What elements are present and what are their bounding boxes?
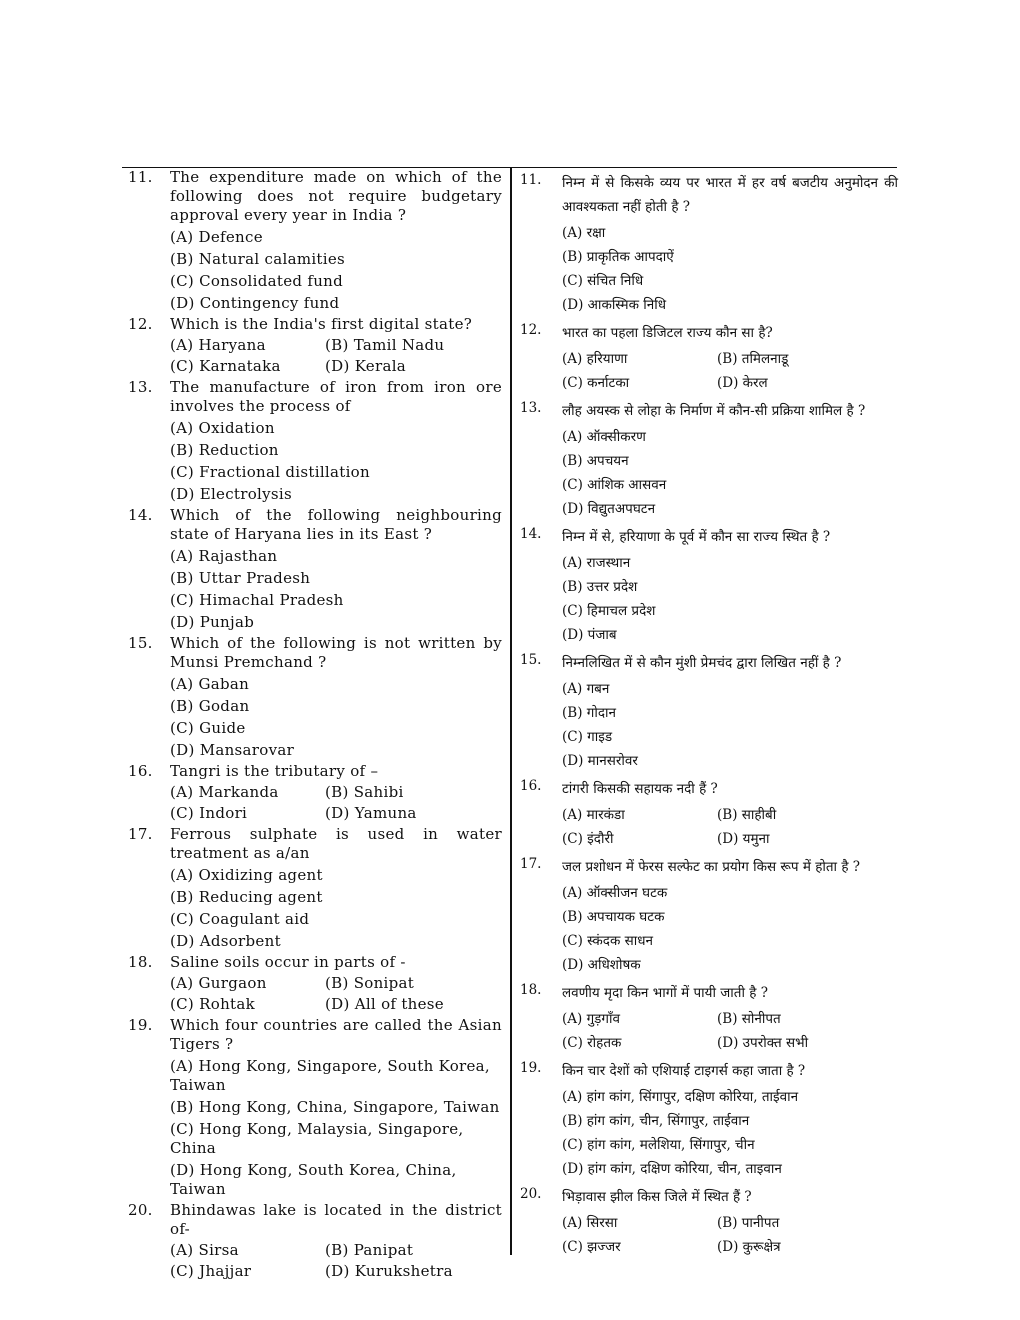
question-hindi bbox=[516, 522, 898, 645]
question-english bbox=[122, 1016, 502, 1199]
question-number: 11. bbox=[128, 168, 153, 186]
option: (D) Yamuna bbox=[325, 804, 417, 822]
option: (C) Indori bbox=[170, 804, 248, 822]
question-hindi bbox=[516, 318, 898, 393]
question-text: Which four countries are called the Asian Tigers ? bbox=[170, 1016, 502, 1053]
option: (A) हांग कांग, सिंगापुर, दक्षिण कोरिया, ताईवान bbox=[562, 1089, 799, 1105]
question-number: 19. bbox=[520, 1060, 542, 1076]
option: (C) हिमाचल प्रदेश bbox=[562, 603, 656, 619]
option: (D) पंजाब bbox=[562, 627, 617, 643]
question-text: भारत का पहला डिजिटल राज्य कौन सा है? bbox=[562, 325, 773, 341]
option: (A) Markanda bbox=[170, 783, 279, 801]
option: (A) Rajasthan bbox=[170, 547, 278, 565]
question-number: 16. bbox=[520, 778, 542, 794]
option: (C) Jhajjar bbox=[170, 1262, 252, 1280]
option: (B) Godan bbox=[170, 697, 250, 715]
options bbox=[170, 675, 502, 760]
option: (C) Fractional distillation bbox=[170, 463, 370, 481]
option: (C) इंदौरी bbox=[562, 831, 614, 847]
option: (D) मानसरोवर bbox=[562, 753, 638, 769]
question-text: जल प्रशोधन में फेरस सल्फेट का प्रयोग किस रूप में होता है ? bbox=[562, 859, 861, 875]
option: (C) Rohtak bbox=[170, 995, 255, 1013]
question-hindi bbox=[516, 648, 898, 771]
options bbox=[562, 1209, 898, 1257]
question-hindi bbox=[516, 852, 898, 975]
question-number: 18. bbox=[128, 953, 153, 971]
question-number: 18. bbox=[520, 982, 542, 998]
option: (B) Hong Kong, China, Singapore, Taiwan bbox=[170, 1098, 500, 1116]
options bbox=[170, 972, 502, 1014]
option: (A) Sirsa bbox=[170, 1241, 239, 1259]
option: (D) Mansarovar bbox=[170, 741, 295, 759]
option: (B) गोदान bbox=[562, 705, 617, 721]
option: (D) Contingency fund bbox=[170, 294, 340, 312]
options bbox=[562, 428, 898, 519]
options bbox=[170, 781, 502, 823]
option: (C) झज्जर bbox=[562, 1239, 621, 1255]
question-number: 13. bbox=[128, 378, 153, 396]
option: (A) Defence bbox=[170, 228, 263, 246]
option: (D) हांग कांग, दक्षिण कोरिया, चीन, ताइवान bbox=[562, 1161, 782, 1177]
question-hindi bbox=[516, 1182, 898, 1257]
option: (B) Reducing agent bbox=[170, 888, 323, 906]
options bbox=[170, 547, 502, 632]
option: (B) तमिलनाडू bbox=[717, 351, 789, 367]
options bbox=[562, 554, 898, 645]
option: (A) ऑक्सीकरण bbox=[562, 429, 646, 445]
question-number: 13. bbox=[520, 400, 542, 416]
option: (C) संचित निधि bbox=[562, 273, 644, 289]
options bbox=[170, 866, 502, 951]
option: (B) Sonipat bbox=[325, 974, 415, 992]
options bbox=[170, 228, 502, 313]
option: (D) Kerala bbox=[325, 357, 407, 375]
question-number: 14. bbox=[128, 506, 153, 524]
question-english bbox=[122, 168, 502, 313]
question-english bbox=[122, 953, 502, 1014]
question-number: 15. bbox=[128, 634, 153, 652]
question-number: 17. bbox=[128, 825, 153, 843]
options bbox=[562, 345, 898, 393]
option: (A) रक्षा bbox=[562, 225, 606, 241]
question-text: Ferrous sulphate is used in water treatment as a/an bbox=[170, 825, 502, 862]
option: (B) हांग कांग, चीन, सिंगापुर, ताईवान bbox=[562, 1113, 750, 1129]
question-number: 12. bbox=[128, 315, 153, 333]
option: (D) उपरोक्त सभी bbox=[717, 1035, 809, 1051]
question-text: Saline soils occur in parts of - bbox=[170, 953, 406, 971]
options bbox=[562, 884, 898, 975]
options bbox=[562, 1088, 898, 1179]
option: (A) मारकंडा bbox=[562, 807, 625, 823]
option: (C) गाइड bbox=[562, 729, 613, 745]
question-number: 19. bbox=[128, 1016, 153, 1034]
question-text: टांगरी किसकी सहायक नदी हैं ? bbox=[562, 781, 718, 797]
question-english bbox=[122, 506, 502, 632]
option: (C) आंशिक आसवन bbox=[562, 477, 667, 493]
option: (B) अपचायक घटक bbox=[562, 909, 665, 925]
question-number: 14. bbox=[520, 526, 542, 542]
option: (A) Gurgaon bbox=[170, 974, 267, 992]
option: (C) Hong Kong, Malaysia, Singapore, China bbox=[170, 1120, 464, 1157]
option: (C) रोहतक bbox=[562, 1035, 622, 1051]
question-text: Tangri is the tributary of – bbox=[170, 762, 379, 780]
question-hindi bbox=[516, 978, 898, 1053]
question-english bbox=[122, 634, 502, 760]
option: (D) Punjab bbox=[170, 613, 255, 631]
option: (D) विद्युतअपघटन bbox=[562, 501, 656, 517]
option: (C) Coagulant aid bbox=[170, 910, 310, 928]
options bbox=[562, 680, 898, 771]
question-text: निम्नलिखित में से कौन मुंशी प्रेमचंद द्वारा लिखित नहीं है ? bbox=[562, 655, 842, 671]
option: (A) ऑक्सीजन घटक bbox=[562, 885, 668, 901]
option: (D) Adsorbent bbox=[170, 932, 281, 950]
option: (A) हरियाणा bbox=[562, 351, 628, 367]
option: (A) गबन bbox=[562, 681, 610, 697]
hindi-column bbox=[516, 168, 898, 1260]
option: (A) Gaban bbox=[170, 675, 250, 693]
option: (C) Himachal Pradesh bbox=[170, 591, 344, 609]
question-number: 17. bbox=[520, 856, 542, 872]
question-hindi bbox=[516, 396, 898, 519]
question-text: किन चार देशों को एशियाई टाइगर्स कहा जाता है ? bbox=[562, 1063, 806, 1079]
option: (B) पानीपत bbox=[717, 1215, 780, 1231]
option: (B) Panipat bbox=[325, 1241, 414, 1259]
question-text: लौह अयस्क से लोहा के निर्माण में कौन-सी प्रक्रिया शामिल है ? bbox=[562, 403, 866, 419]
option: (A) सिरसा bbox=[562, 1215, 618, 1231]
option: (A) Oxidation bbox=[170, 419, 275, 437]
english-column bbox=[122, 168, 502, 1283]
question-hindi bbox=[516, 1056, 898, 1179]
question-number: 12. bbox=[520, 322, 542, 338]
options bbox=[562, 801, 898, 849]
option: (B) Tamil Nadu bbox=[325, 336, 445, 354]
option: (D) यमुना bbox=[717, 831, 770, 847]
option: (C) Guide bbox=[170, 719, 246, 737]
question-english bbox=[122, 825, 502, 951]
question-english bbox=[122, 378, 502, 504]
question-text: Which of the following neighbouring state of Haryana lies in its East ? bbox=[170, 506, 502, 543]
option: (C) Consolidated fund bbox=[170, 272, 344, 290]
option: (C) स्कंदक साधन bbox=[562, 933, 654, 949]
question-number: 15. bbox=[520, 652, 542, 668]
question-number: 11. bbox=[520, 172, 542, 188]
option: (A) Haryana bbox=[170, 336, 266, 354]
option: (B) Sahibi bbox=[325, 783, 404, 801]
option: (B) Natural calamities bbox=[170, 250, 346, 268]
option: (A) Oxidizing agent bbox=[170, 866, 323, 884]
question-english bbox=[122, 315, 502, 376]
question-text: निम्न में से किसके व्यय पर भारत में हर वर्ष बजटीय अनुमोदन की आवश्यकता नहीं होती है ? bbox=[562, 175, 898, 215]
options bbox=[170, 1239, 502, 1281]
options bbox=[562, 224, 898, 315]
question-text: भिड़ावास झील किस जिले में स्थित हैं ? bbox=[562, 1189, 752, 1205]
question-hindi bbox=[516, 774, 898, 849]
option: (D) अधिशोषक bbox=[562, 957, 641, 973]
question-text: The manufacture of iron from iron ore involves the process of bbox=[170, 378, 502, 415]
question-text: निम्न में से, हरियाणा के पूर्व में कौन सा राज्य स्थित है ? bbox=[562, 529, 831, 545]
column-divider bbox=[510, 168, 512, 1255]
question-number: 16. bbox=[128, 762, 153, 780]
options bbox=[170, 334, 502, 376]
question-text: Bhindawas lake is located in the district of- bbox=[170, 1201, 502, 1238]
options bbox=[170, 419, 502, 504]
option: (B) प्राकृतिक आपदाऐं bbox=[562, 249, 674, 265]
options bbox=[170, 1057, 502, 1199]
option: (D) आकस्मिक निधि bbox=[562, 297, 667, 313]
option: (D) केरल bbox=[717, 375, 768, 391]
option: (B) Reduction bbox=[170, 441, 279, 459]
option: (B) उत्तर प्रदेश bbox=[562, 579, 638, 595]
option: (D) Electrolysis bbox=[170, 485, 293, 503]
question-number: 20. bbox=[520, 1186, 542, 1202]
question-text: लवणीय मृदा किन भागों में पायी जाती है ? bbox=[562, 985, 768, 1001]
option: (C) कर्नाटका bbox=[562, 375, 630, 391]
question-english bbox=[122, 1201, 502, 1281]
question-text: Which of the following is not written by Munsi Premchand ? bbox=[170, 634, 502, 671]
option: (C) Karnataka bbox=[170, 357, 281, 375]
question-number: 20. bbox=[128, 1201, 153, 1219]
option: (D) कुरूक्षेत्र bbox=[717, 1239, 781, 1255]
option: (A) गुड़गाँव bbox=[562, 1011, 621, 1027]
option: (A) Hong Kong, Singapore, South Korea, Taiwan bbox=[170, 1057, 490, 1094]
question-text: The expenditure made on which of the following does not require budgetary approval every year in India ? bbox=[170, 168, 502, 224]
option: (C) हांग कांग, मलेशिया, सिंगापुर, चीन bbox=[562, 1137, 755, 1153]
option: (D) Kurukshetra bbox=[325, 1262, 453, 1280]
option: (B) अपचयन bbox=[562, 453, 629, 469]
question-text: Which is the India's first digital state? bbox=[170, 315, 473, 333]
option: (B) सोनीपत bbox=[717, 1011, 781, 1027]
option: (B) Uttar Pradesh bbox=[170, 569, 311, 587]
question-english bbox=[122, 762, 502, 823]
option: (B) साहीबी bbox=[717, 807, 777, 823]
option: (D) All of these bbox=[325, 995, 444, 1013]
options bbox=[562, 1005, 898, 1053]
option: (D) Hong Kong, South Korea, China, Taiwan bbox=[170, 1161, 457, 1198]
option: (A) राजस्थान bbox=[562, 555, 631, 571]
question-hindi bbox=[516, 168, 898, 315]
